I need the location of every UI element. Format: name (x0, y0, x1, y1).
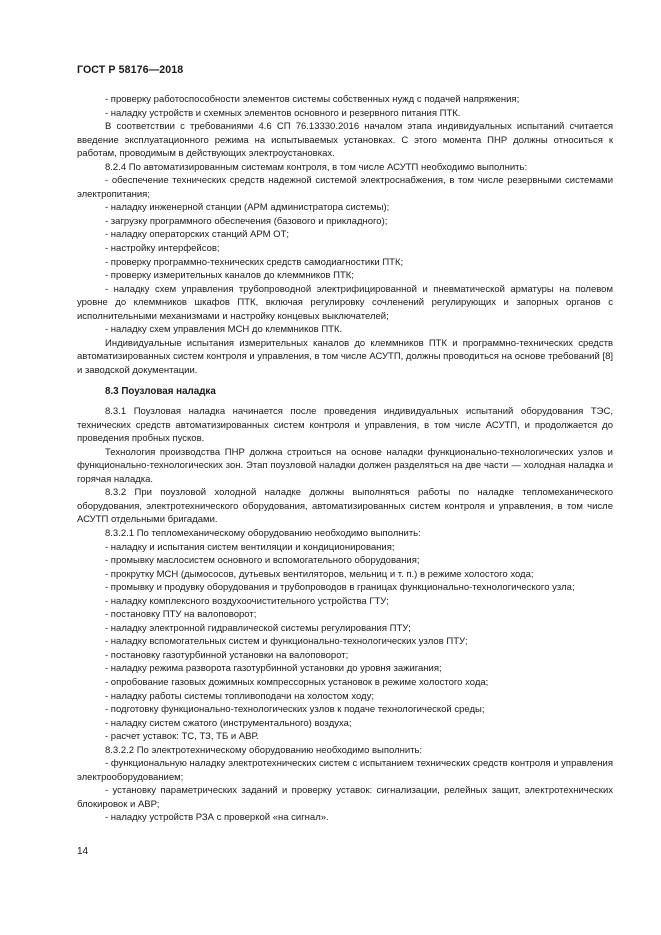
list-item: - функциональную наладку электротехнических систем с испытанием технических средств контроля и управления электрооборудованием; (77, 758, 613, 783)
list-item: - наладку электронной гидравлической системы регулирования ПТУ; (105, 622, 411, 634)
list-item: - наладку устройств РЗА с проверкой «на сигнал». (105, 812, 329, 824)
list-item: - промывку и продувку оборудования и трубопроводов в границах функционально-технологического узла; (105, 582, 575, 594)
list-item: - наладку схем управления МСН до клеммников ПТК. (105, 324, 343, 336)
document-header: ГОСТ Р 58176—2018 (77, 64, 184, 76)
list-item: - наладку схем управления трубопроводной электрифицированной и пневматической арматуры на полевом уровне до клеммников шкафов ПТК, включая регулировку сочленений регулирующих и запорных органов с исполнительными механизмами и настройку концевых выключателей; (77, 283, 613, 322)
list-item: - наладку инженерной станции (АРМ администратора системы); (105, 202, 390, 214)
clause-8-3-2-1: 8.3.2.1 По тепломеханическому оборудованию необходимо выполнить: (105, 527, 421, 539)
list-item: - проверку программно-технических средств самодиагностики ПТК; (105, 256, 404, 268)
list-item: - промывку маслосистем основного и вспомогательного оборудования; (105, 555, 420, 567)
list-item: - наладку комплексного воздухоочистительного устройства ГТУ; (105, 595, 389, 607)
list-item: - постановку газотурбинной установки на валоповорот; (105, 649, 349, 661)
paragraph: В соответствии с требованиями 4.6 СП 76.13330.2016 началом этапа индивидуальных испытаний считается введение эксплуатационного режима на испытываемых установках. С этого момента ПНР должны относиться к работам, проводимым в действующих электроустановках. (77, 121, 613, 160)
list-item: - загрузку программного обеспечения (базового и прикладного); (105, 215, 388, 227)
list-item: - наладку работы системы топливоподачи на холостом ходу; (105, 690, 374, 702)
list-item: - обеспечение технических средств надежной системой электроснабжения, в том числе резервными системами электропитания; (77, 175, 613, 200)
list-item: - установку параметрических заданий и проверку уставок: сигнализации, релейных защит, электротехнических блокировок и АВР; (77, 785, 613, 810)
paragraph: Индивидуальные испытания измерительных каналов до клеммников ПТК и программно-технических средств автоматизированных систем контроля и управления, в том числе АСУТП, должны проводиться на основе требований [8] и заводской документации. (77, 337, 613, 376)
list-item: - прокрутку МСН (дымососов, дутьевых вентиляторов, мельниц и т. п.) в режиме холостого хода; (105, 568, 534, 580)
list-item: - наладку вспомогательных систем и функционально-технологических узлов ПТУ; (105, 636, 468, 648)
section-heading: 8.3 Поузловая наладка (105, 386, 216, 398)
list-item: - расчет уставок: ТС, ТЗ, ТБ и АВР. (105, 731, 259, 743)
list-item: - наладку режима разворота газотурбинной установки до уровня зажигания; (105, 663, 442, 675)
document-body (77, 93, 613, 825)
list-item: - настройку интерфейсов; (105, 243, 220, 255)
clause-8-3-2: 8.3.2 При поузловой холодной наладке должны выполняться работы по наладке тепломеханического оборудования, электротехнического оборудования, автоматизированных систем контроля и управления, в том числе АСУТП отдельными бригадами. (77, 487, 613, 526)
clause-8-3-1: 8.3.1 Поузловая наладка начинается после проведения индивидуальных испытаний оборудования ТЭС, технических средств автоматизированных систем контроля и управления, в том числе АСУТП, и продолжается до проведения пробных пусков. (77, 406, 613, 445)
page-number: 14 (77, 846, 89, 857)
paragraph: Технология производства ПНР должна строиться на основе наладки функционально-технологических узлов и функционально-технологических зон. Этап поузловой наладки должен разделяться на две части — холодная наладка и горячая наладка. (77, 446, 613, 485)
list-item: - проверку работоспособности элементов системы собственных нужд с подачей напряжения; (105, 94, 520, 105)
list-item: - наладку систем сжатого (инструментального) воздуха; (105, 717, 352, 729)
list-item: - опробование газовых дожимных компрессорных установок в режиме холостого хода; (105, 676, 489, 688)
list-item: - проверку измерительных каналов до клеммников ПТК; (105, 270, 354, 282)
list-item: - наладку и испытания систем вентиляции и кондиционирования; (105, 541, 395, 553)
list-item: - постановку ПТУ на валоповорот; (105, 609, 257, 621)
list-item: - подготовку функционально-технологических узлов к подаче технологической среды; (105, 704, 485, 716)
list-item: - наладку устройств и схемных элементов основного и резервного питания ПТК. (105, 107, 461, 119)
clause-8-2-4: 8.2.4 По автоматизированным системам контроля, в том числе АСУТП необходимо выполнить: (105, 161, 528, 173)
clause-8-3-2-2: 8.3.2.2 По электротехническому оборудованию необходимо выполнить: (105, 744, 423, 756)
list-item: - наладку операторских станций АРМ ОТ; (105, 229, 290, 241)
